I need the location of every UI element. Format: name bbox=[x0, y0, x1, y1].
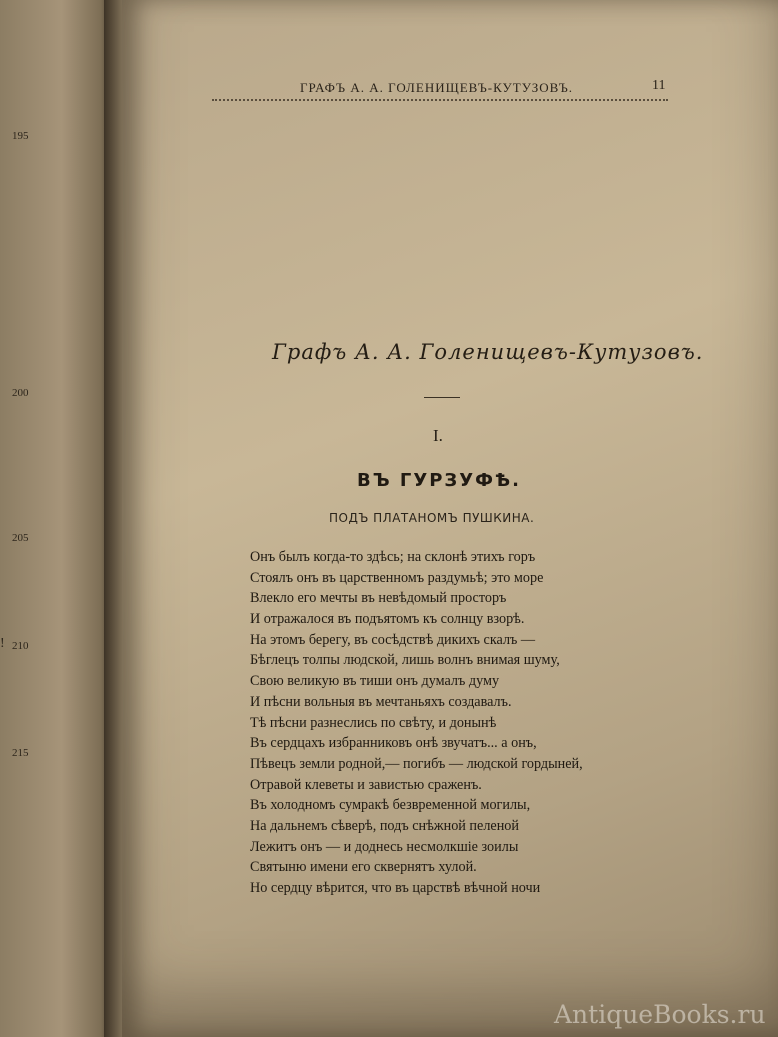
poem-title: ВЪ ГУРЗУФѢ. bbox=[357, 470, 521, 491]
watermark: AntiqueBooks.ru bbox=[554, 1000, 766, 1029]
author-title: Графъ А. А. Голенищевъ-Кутузовъ. bbox=[272, 340, 704, 364]
poem-line: Но сердцу вѣрится, что въ царствѣ вѣчной ночи bbox=[250, 880, 541, 896]
poem-line: Въ сердцахъ избранниковъ онѣ звучатъ... а онъ, bbox=[250, 735, 537, 752]
poem-line: Влекло его мечты въ невѣдомый просторъ bbox=[250, 590, 507, 607]
poem-text bbox=[250, 547, 583, 899]
poem-line: Отравой клеветы и завистью сраженъ. bbox=[250, 776, 482, 793]
line-number-195: 195 bbox=[12, 130, 29, 142]
poem-line: Бѣглецъ толпы людской, лишь волнъ внимая шуму, bbox=[250, 652, 560, 669]
line-number-205: 205 bbox=[12, 532, 29, 544]
poem-line: Пѣвецъ земли родной,— погибъ — людской гордыней, bbox=[250, 755, 583, 772]
running-head: ГРАФЪ А. А. ГОЛЕНИЩЕВЪ-КУТУЗОВЪ. bbox=[300, 80, 574, 95]
left-page bbox=[0, 0, 112, 1037]
section-number: I. bbox=[433, 426, 443, 445]
poem-line: Святыню имени его сквернятъ хулой. bbox=[250, 859, 477, 876]
line-number-200: 200 bbox=[12, 387, 29, 399]
poem-subtitle: ПОДЪ ПЛАТАНОМЪ ПУШКИНА. bbox=[329, 511, 535, 525]
poem-line: Свою великую въ тиши онъ думалъ думу bbox=[250, 673, 500, 690]
poem-line: Стоялъ онъ въ царственномъ раздумьѣ; это море bbox=[250, 569, 544, 586]
poem-line: Онъ былъ когда-то здѣсь; на склонѣ этихъ горъ bbox=[250, 549, 536, 565]
poem-line: Лежитъ онъ — и доднесь несмолкшіе зоилы bbox=[250, 838, 519, 855]
page-number: 11 bbox=[652, 78, 666, 93]
line-number-210: 210 bbox=[12, 640, 29, 652]
header-dotted-rule bbox=[212, 99, 668, 101]
margin-exclamation-mark: ! bbox=[0, 636, 5, 651]
title-divider bbox=[424, 397, 460, 398]
poem-line: На дальнемъ сѣверѣ, подъ снѣжной пеленой bbox=[250, 817, 519, 834]
poem-line: И пѣсни вольныя въ мечтаньяхъ создавалъ. bbox=[250, 693, 512, 710]
poem-line: Въ холодномъ сумракѣ безвременной могилы, bbox=[250, 797, 531, 814]
poem-line: Тѣ пѣсни разнеслись по свѣту, и донынѣ bbox=[250, 714, 497, 731]
line-number-215: 215 bbox=[12, 747, 29, 759]
poem-line: И отражалося въ подъятомъ къ солнцу взорѣ. bbox=[250, 611, 525, 628]
poem-line: На этомъ берегу, въ сосѣдствѣ дикихъ скалъ — bbox=[250, 631, 536, 648]
